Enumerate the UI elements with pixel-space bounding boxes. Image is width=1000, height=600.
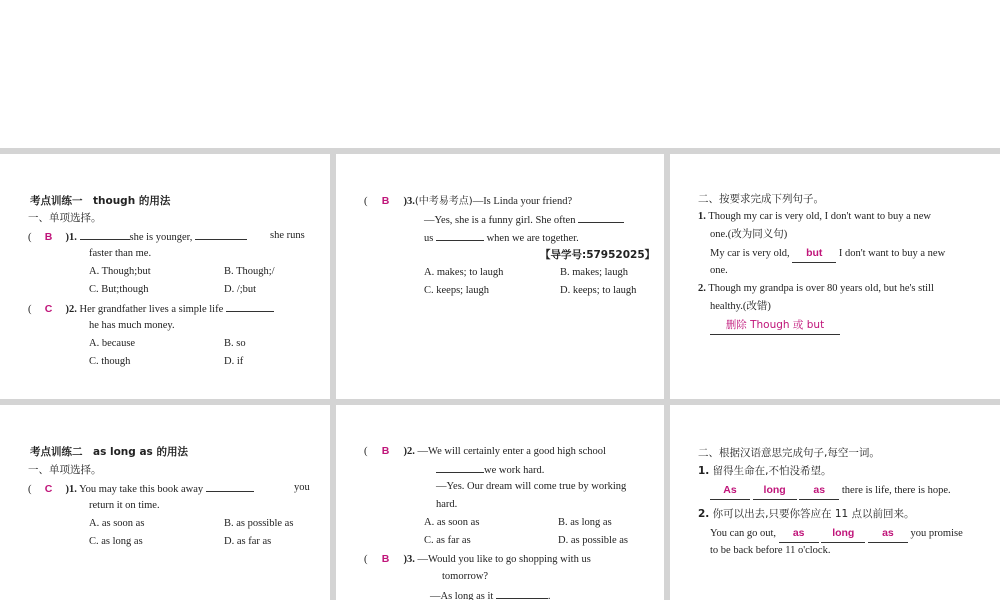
option-b[interactable]: B. as long as xyxy=(558,517,612,528)
option-c[interactable]: C. keeps; laugh xyxy=(424,285,490,296)
question-text: us xyxy=(424,233,434,244)
option-d[interactable]: D. /;but xyxy=(224,284,257,295)
filled-answer[interactable]: 删除 Though 或 but xyxy=(710,316,840,335)
panel-questions-2-3 xyxy=(336,405,664,600)
question-number: )1. xyxy=(65,232,77,243)
question-1: ( C )1. You may take this book away xyxy=(28,479,254,499)
option-d[interactable]: D. keeps; to laugh xyxy=(560,285,637,296)
question-text: one. xyxy=(710,265,728,276)
answer-blank[interactable] xyxy=(226,299,274,312)
section-heading: 一、单项选择。 xyxy=(28,464,102,476)
panel-translation-fill xyxy=(670,405,1000,600)
option-a[interactable]: A. Though;but xyxy=(89,266,151,277)
question-text: one.(改为同义句) xyxy=(710,229,788,240)
sentence-2 xyxy=(698,280,934,298)
question-text: we work hard. xyxy=(484,465,545,476)
option-c[interactable]: C. as long as xyxy=(89,536,143,547)
answer-blank[interactable] xyxy=(80,227,130,240)
question-text: —As long as it xyxy=(430,591,494,600)
answer-blank[interactable] xyxy=(496,586,548,599)
answer-blank[interactable] xyxy=(578,210,624,223)
question-text: —Would you like to go shopping with us xyxy=(417,554,591,565)
panel-though-usage xyxy=(0,154,330,399)
option-c[interactable]: C. though xyxy=(89,356,131,367)
question-text: to be back before 11 o'clock. xyxy=(710,545,831,556)
answer-mark: B xyxy=(44,231,53,243)
option-b[interactable]: B. so xyxy=(224,338,246,349)
question-3: ( B )3. —Would you like to go shopping with us xyxy=(364,550,591,569)
option-a[interactable]: A. as soon as xyxy=(89,518,145,529)
answer-blank[interactable] xyxy=(195,227,247,240)
chinese-prompt: 留得生命在,不怕没希望。 xyxy=(712,465,832,477)
question-text: I don't want to buy a new xyxy=(838,248,946,259)
exam-tag: (中考易考点) xyxy=(414,196,473,207)
exercise-title: 考点训练一 though 的用法 xyxy=(30,195,171,207)
answer-blank[interactable] xyxy=(206,479,254,492)
filled-answer[interactable]: As xyxy=(710,481,750,500)
option-d[interactable]: D. as possible as xyxy=(558,535,628,546)
question-number: 1. xyxy=(698,465,710,477)
question-text: —We will certainly enter a good high school xyxy=(417,446,606,457)
question-line xyxy=(436,460,544,480)
question-number: 2. xyxy=(698,508,710,520)
question-number: 2. xyxy=(698,283,706,294)
question-text: —Yes. Our dream will come true by working xyxy=(436,481,627,492)
question-number: )3. xyxy=(403,196,415,207)
option-b[interactable]: B. makes; laugh xyxy=(560,267,628,278)
filled-answer[interactable]: as xyxy=(779,524,819,543)
answer-mark: B xyxy=(381,195,390,207)
question-text: —Yes, she is a funny girl. She often xyxy=(424,215,576,226)
question-number: )1. xyxy=(65,484,77,495)
answer-blank[interactable] xyxy=(436,228,484,241)
question-text: she runs xyxy=(270,230,305,241)
question-line: —As long as it . xyxy=(430,586,551,600)
panel-as-long-as-usage xyxy=(0,405,330,600)
question-text: —Is Linda your friend? xyxy=(472,196,573,207)
question-text: he has much money. xyxy=(89,320,175,331)
answer-mark: C xyxy=(44,483,53,495)
option-d[interactable]: D. if xyxy=(224,356,244,367)
correction-answer-line xyxy=(710,316,840,335)
answer-mark: B xyxy=(381,445,390,457)
filled-answer[interactable]: as xyxy=(868,524,908,543)
option-c[interactable]: C. But;though xyxy=(89,284,149,295)
option-d[interactable]: D. as far as xyxy=(224,536,272,547)
filled-answer[interactable]: as xyxy=(799,481,839,500)
question-2: ( B )2. —We will certainly enter a good high school xyxy=(364,442,606,461)
question-text: healthy.(改错) xyxy=(710,301,771,312)
filled-answer[interactable]: long xyxy=(821,524,865,543)
question-text: you xyxy=(294,482,310,493)
answer-mark: C xyxy=(44,303,53,315)
option-a[interactable]: A. because xyxy=(89,338,136,349)
option-a[interactable]: A. makes; to laugh xyxy=(424,267,504,278)
sentence-1-english xyxy=(710,481,951,500)
option-a[interactable]: A. as soon as xyxy=(424,517,480,528)
sentence-1 xyxy=(698,208,931,226)
question-3: ( B )3.(中考易考点)—Is Linda your friend? xyxy=(364,192,572,211)
question-text: tomorrow? xyxy=(442,571,489,582)
exercise-title: 考点训练二 as long as 的用法 xyxy=(30,446,188,458)
question-text: Though my grandpa is over 80 years old, but he's still xyxy=(708,283,934,294)
question-number: )3. xyxy=(403,554,415,565)
sentence-2-english xyxy=(710,524,963,543)
section-heading: 二、按要求完成下列句子。 xyxy=(698,193,824,205)
question-text: hard. xyxy=(436,499,458,510)
reference-number: 【导学号:57952025】 xyxy=(540,249,656,261)
question-text: Though my car is very old, I don't want to buy a new xyxy=(708,211,931,222)
question-text: she is younger, xyxy=(129,232,193,243)
question-text: You can go out, xyxy=(710,528,777,539)
question-2: ( C )2. Her grandfather lives a simple life xyxy=(28,299,274,319)
question-text: faster than me. xyxy=(89,248,152,259)
question-text: My car is very old, xyxy=(710,248,790,259)
question-number: )2. xyxy=(403,446,415,457)
panel-question-3 xyxy=(336,154,664,399)
section-heading: 二、根据汉语意思完成句子,每空一词。 xyxy=(698,447,880,459)
option-b[interactable]: B. as possible as xyxy=(224,518,294,529)
question-text: Her grandfather lives a simple life xyxy=(79,304,224,315)
sentence-2-chinese xyxy=(698,505,915,523)
question-line xyxy=(424,228,579,248)
sentence-1-chinese xyxy=(698,462,831,480)
chinese-prompt: 你可以出去,只要你答应在 11 点以前回来。 xyxy=(712,508,915,520)
panel-complete-sentences xyxy=(670,154,1000,399)
question-line xyxy=(424,210,624,230)
question-number: 1. xyxy=(698,211,706,222)
option-c[interactable]: C. as far as xyxy=(424,535,471,546)
answer-mark: B xyxy=(381,553,390,565)
question-number: )2. xyxy=(65,304,77,315)
question-text: there is life, there is hope. xyxy=(841,485,951,496)
question-text: you promise xyxy=(910,528,963,539)
sentence-1-rewrite xyxy=(710,244,945,263)
question-text: You may take this book away xyxy=(79,484,204,495)
option-b[interactable]: B. Though;/ xyxy=(224,266,275,277)
question-1: ( B )1. she is younger, xyxy=(28,227,247,247)
question-text: when we are together. xyxy=(486,233,579,244)
filled-answer[interactable]: long xyxy=(753,481,797,500)
section-heading: 一、单项选择。 xyxy=(28,212,102,224)
filled-answer[interactable]: but xyxy=(792,244,836,263)
question-text: return it on time. xyxy=(89,500,160,511)
answer-blank[interactable] xyxy=(436,460,484,473)
